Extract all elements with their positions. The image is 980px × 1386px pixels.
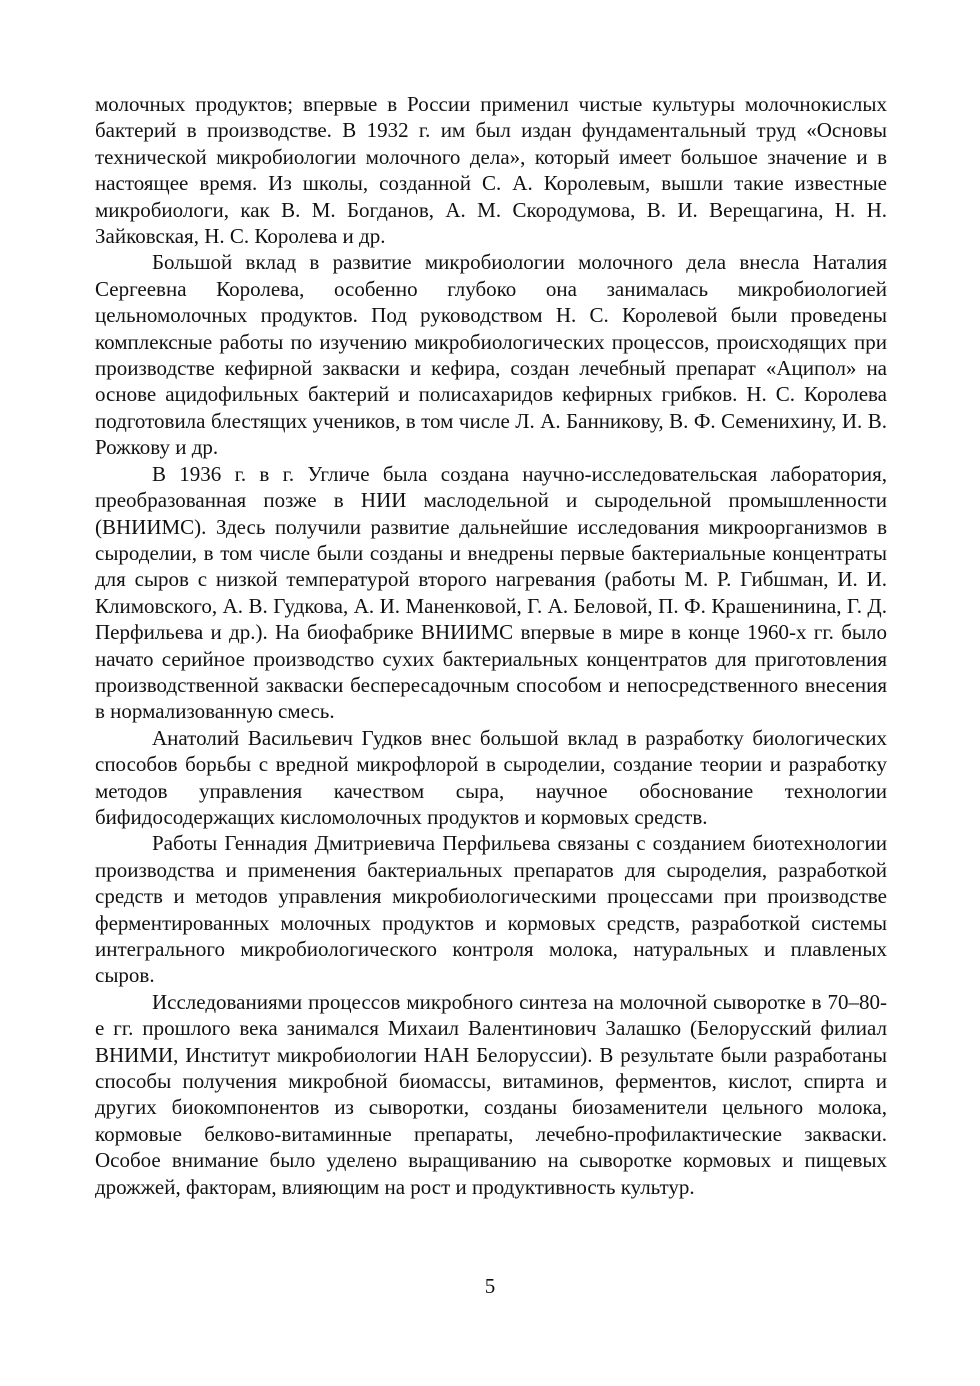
paragraph-vniims: В 1936 г. в г. Угличе была создана научно-исследовательская лаборатория, преобразованная позже в НИИ маслодельной и сыродельной промышленности (ВНИИМС). Здесь получили развитие дальнейшие исследования микроорганизмов в сыроделии, в том числе были созданы и внедрены первые бактериальные концентраты для сыров с низкой температурой второго нагревания (работы М. Р. Гибшман, И. И. Климовского, А. В. Гудкова, А. И. Маненковой, Г. А. Беловой, П. Ф. Крашенинина, Г. Д. Перфильева и др.). На биофабрике ВНИИМС впервые в мире в конце 1960-х гг. было начато серийное производство сухих бактериальных концентратов для приготовления производственной закваски беспересадочным способом и непосредственного внесения в нормализованную смесь. — [95, 461, 887, 724]
page-number: 5 — [484, 1274, 496, 1298]
paragraph-perfilyev: Работы Геннадия Дмитриевича Перфильева связаны с созданием биотехнологии производства и применения бактериальных препаратов для сыроделия, разработкой средств и методов управления микробиологическими процессами при производстве ферментированных молочных продуктов и кормовых средств, разработкой системы интегрального микробиологического контроля молока, натуральных и плавленых сыров. — [95, 831, 887, 988]
page-body — [95, 91, 887, 1200]
paragraph-zalashko: Исследованиями процессов микробного синтеза на молочной сыворотке в 70–80-е гг. прошлого века занимался Михаил Валентинович Залашко (Белорусский филиал ВНИМИ, Институт микробиологии НАН Белоруссии). В результате были разработаны способы получения микробной биомассы, витаминов, ферментов, кислот, спирта и других биокомпонентов из сыворотки, созданы биозаменители цельного молока, кормовые белково-витаминные препараты, лечебно-профилактические закваски. Особое внимание было уделено выращиванию на сыворотке кормовых и пищевых дрожжей, факторам, влияющим на рост и продуктивность культур. — [95, 989, 887, 1199]
paragraph-koroleva: Большой вклад в развитие микробиологии молочного дела внесла Наталия Сергеевна Королева, особенно глубоко она занималась микробиологией цельномолочных продуктов. Под руководством Н. С. Королевой были проведены комплексные работы по изучению микробиологических процессов, происходящих при производстве кефирной закваски и кефира, создан лечебный препарат «Аципол» на основе ацидофильных бактерий и полисахаридов кефирных грибков. Н. С. Королева подготовила блестящих учеников, в том числе Л. А. Банникову, В. Ф. Семенихину, И. В. Рожкову и др. — [95, 250, 887, 460]
paragraph-gudkov: Анатолий Васильевич Гудков внес большой вклад в разработку биологических способов борьбы с вредной микрофлорой в сыроделии, создание теории и разработку методов управления качеством сыра, научное обоснование технологии бифидосодержащих кисломолочных продуктов и кормовых средств. — [95, 725, 887, 829]
paragraph-continuation: молочных продуктов; впервые в России применил чистые культуры молочнокислых бактерий в производстве. В 1932 г. им был издан фундаментальный труд «Основы технической микробиологии молочного дела», который имеет большое значение и в настоящее время. Из школы, созданной С. А. Королевым, вышли такие известные микробиологи, как В. М. Богданов, А. М. Скородумова, В. И. Верещагина, Н. Н. Зайковская, Н. С. Королева и др. — [95, 92, 887, 249]
